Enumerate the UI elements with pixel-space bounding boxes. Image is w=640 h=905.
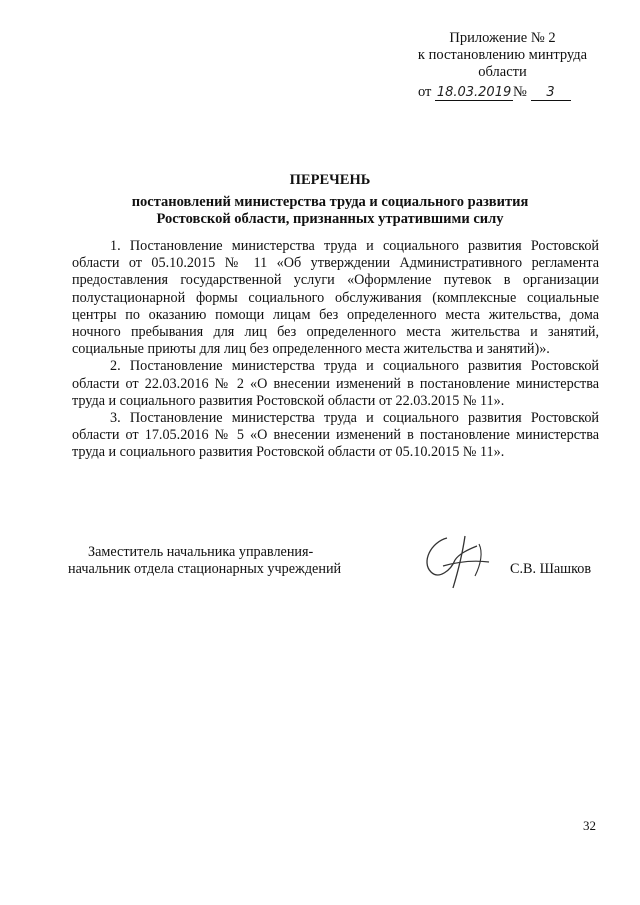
signer-position: [68, 544, 341, 578]
document-body: [72, 238, 599, 462]
list-item: 3. Постановление министерства труда и социального развития Ростовской области от 17.05.2016 № 5 «О внесении изменений в постановление министерства труда и социального развития Ростовской области от 05.10.2015 № 11».: [72, 410, 599, 461]
appendix-header: [400, 30, 605, 101]
handwritten-signature: [417, 532, 497, 592]
title-subtitle-line1: постановлений министерства труда и социального развития: [131, 194, 529, 210]
date-prefix: от: [418, 84, 432, 100]
signer-position-line1: Заместитель начальника управления-: [88, 544, 314, 560]
title-heading: ПЕРЕЧЕНЬ: [289, 172, 371, 188]
title-subtitle-line2: Ростовской области, признанных утратившими силу: [156, 211, 504, 227]
number-sign: №: [513, 84, 527, 100]
list-item: 1. Постановление министерства труда и социального развития Ростовской области от 05.10.2015 № 11 «Об утверждении Административного регламента предоставления государственной услуги «Оформление путевок в организации полустационарной формы социального обслуживания (комплексные социальные центры по оказанию помощи лицам без определенного места жительства, дома ночного пребывания для лиц без определенного места жительства и занятий, социальные приюты для лиц без определенного места жительства и занятий)».: [72, 238, 599, 358]
appendix-region: области: [478, 64, 527, 80]
signer-name: С.В. Шашков: [510, 561, 592, 577]
appendix-title: Приложение № 2: [449, 30, 556, 46]
appendix-reference: к постановлению минтруда: [417, 47, 588, 63]
handwritten-date: 18.03.2019: [436, 85, 512, 100]
list-item: 2. Постановление министерства труда и социального развития Ростовской области от 22.03.2016 № 2 «О внесении изменений в постановление министерства труда и социального развития Ростовской области от 22.03.2015 № 11».: [72, 358, 599, 409]
handwritten-number: 3: [531, 85, 571, 101]
page-number: 32: [583, 818, 596, 833]
appendix-date-line: [400, 84, 605, 101]
signer-position-line2: начальник отдела стационарных учреждений: [68, 561, 342, 577]
document-title: [60, 172, 600, 228]
